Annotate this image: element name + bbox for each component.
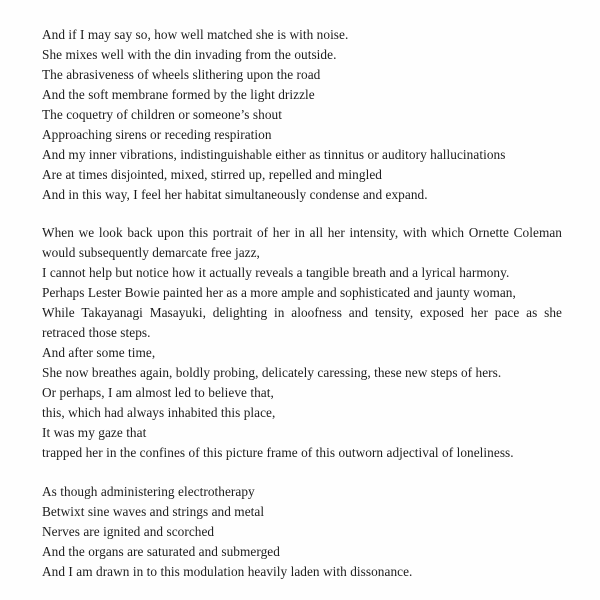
poem-line: Or perhaps, I am almost led to believe that, [42, 385, 274, 400]
poem-line: retraced those steps. [42, 325, 151, 340]
poem-line: As though administering electrotherapy [42, 484, 255, 499]
poem-line: trapped her in the confines of this picture frame of this outworn adjectival of loneliness. [42, 445, 514, 460]
poem-line: And if I may say so, how well matched she is with noise. [42, 27, 349, 42]
poem-line: Nerves are ignited and scorched [42, 524, 215, 539]
poem-line: She mixes well with the din invading from the outside. [42, 47, 337, 62]
poem-line: I cannot help but notice how it actually reveals a tangible breath and a lyrical harmony. [42, 265, 510, 280]
poem-line: And my inner vibrations, indistinguishable either as tinnitus or auditory hallucinations [42, 147, 506, 162]
stanza-3 [42, 482, 562, 582]
poem-line: The coquetry of children or someone’s shout [42, 107, 282, 122]
poem-line: this, which had always inhabited this place, [42, 405, 276, 420]
poem-line: It was my gaze that [42, 425, 147, 440]
poem-line: The abrasiveness of wheels slithering upon the road [42, 67, 321, 82]
poem-line: Perhaps Lester Bowie painted her as a more ample and sophisticated and jaunty woman, [42, 285, 516, 300]
poem-line: would subsequently demarcate free jazz, [42, 245, 260, 260]
poem-line: And in this way, I feel her habitat simultaneously condense and expand. [42, 187, 428, 202]
poem-line: Are at times disjointed, mixed, stirred up, repelled and mingled [42, 167, 382, 182]
poem-line: Betwixt sine waves and strings and metal [42, 504, 265, 519]
poem-line: And the organs are saturated and submerged [42, 544, 280, 559]
stanza-2 [42, 223, 562, 463]
stanza-1 [42, 25, 562, 205]
poem-line: She now breathes again, boldly probing, delicately caressing, these new steps of hers. [42, 365, 502, 380]
poem-line: And after some time, [42, 345, 156, 360]
poem-line: While Takayanagi Masayuki, delighting in aloofness and tensity, exposed her pace as she [42, 305, 562, 320]
poem-line: Approaching sirens or receding respiration [42, 127, 272, 142]
poem-line: When we look back upon this portrait of her in all her intensity, with which Ornette Coleman [42, 225, 562, 240]
poem-line: And I am drawn in to this modulation heavily laden with dissonance. [42, 564, 413, 579]
poem-line: And the soft membrane formed by the light drizzle [42, 87, 315, 102]
